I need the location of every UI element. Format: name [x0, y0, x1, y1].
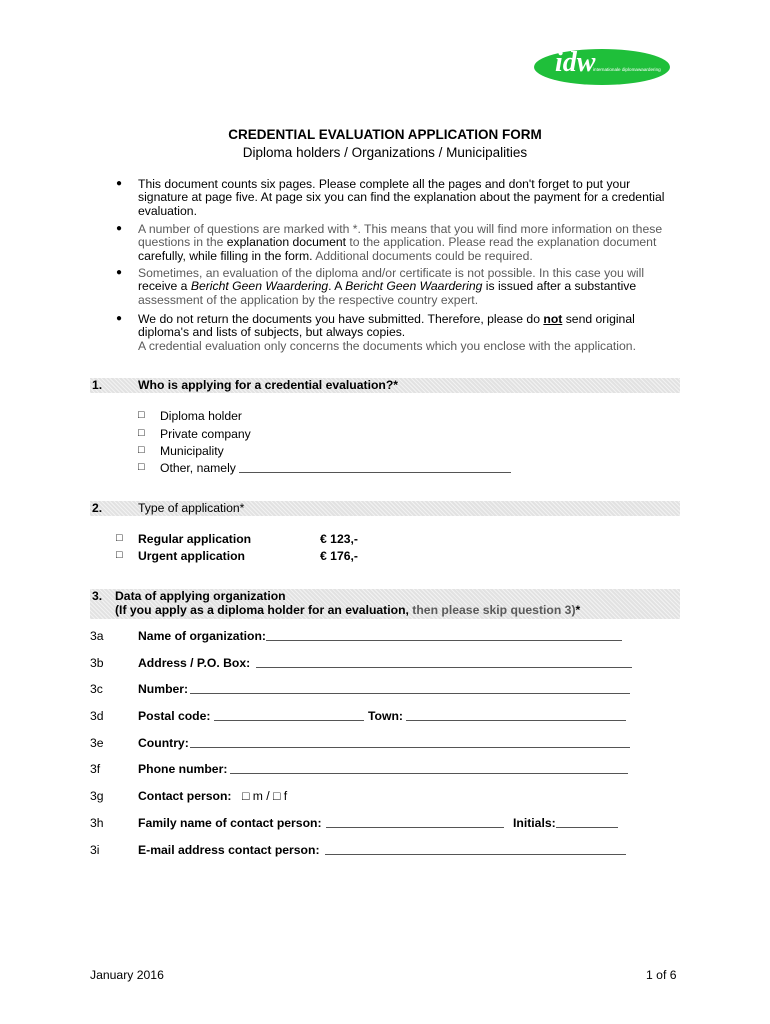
field-3e-label: Country:: [138, 736, 189, 750]
checkbox-private-company[interactable]: □: [138, 427, 145, 439]
option-private-company: Private company: [160, 427, 251, 441]
field-3d-number: 3d: [90, 709, 104, 723]
intro-bullet-3: Sometimes, an evaluation of the diploma and/or certificate is not possible. In this case you will receive a Bericht Geen Waardering. A Bericht Geen Waardering is issued after a substantive assessment of the application by the respective country expert.: [138, 266, 645, 307]
field-3i-number: 3i: [90, 843, 100, 857]
urgent-application-price: € 176,-: [320, 549, 358, 563]
urgent-application-label: Urgent application: [138, 549, 245, 563]
field-3h-label: Family name of contact person:: [138, 816, 322, 830]
number-input[interactable]: [190, 680, 630, 694]
other-namely-field[interactable]: [239, 459, 511, 473]
intro-bullet-2: A number of questions are marked with *. This means that you will find more information on these questions in the explanation document to the application. Please read the explanation document carefully, while filling in the form. Additional documents could be required.: [138, 222, 663, 263]
field-3f-number: 3f: [90, 762, 101, 776]
section-3-number: 3.: [92, 589, 103, 603]
field-3b-number: 3b: [90, 656, 104, 670]
bullet-icon: ●: [116, 267, 123, 278]
field-3d-label: Postal code:: [138, 709, 211, 723]
section-3-note: (If you apply as a diploma holder for an evaluation, then please skip question 3)*: [115, 603, 581, 617]
intro-bullet-1: This document counts six pages. Please complete all the pages and don't forget to put your signature at page five. At page six you can find the explanation about the payment for a credential evaluation.: [138, 177, 665, 218]
email-input[interactable]: [325, 841, 626, 855]
option-diploma-holder: Diploma holder: [160, 409, 242, 423]
field-3h-initials-label: Initials:: [513, 816, 556, 830]
field-3i-label: E-mail address contact person:: [138, 843, 320, 857]
field-3a-label: Name of organization:: [138, 629, 266, 643]
regular-application-price: € 123,-: [320, 532, 358, 546]
option-other: Other, namely: [160, 461, 236, 475]
section-3-title: Data of applying organization: [115, 589, 286, 603]
address-input[interactable]: [256, 654, 632, 668]
section-2-number: 2.: [92, 501, 103, 515]
logo-mark: idw: [555, 47, 596, 78]
checkbox-municipality[interactable]: □: [138, 444, 145, 456]
option-municipality: Municipality: [160, 444, 224, 458]
section-2-title: Type of application*: [138, 501, 245, 515]
field-3c-number: 3c: [90, 682, 103, 696]
bullet-icon: ●: [116, 313, 123, 324]
initials-input[interactable]: [556, 814, 618, 828]
family-name-input[interactable]: [326, 814, 504, 828]
checkbox-urgent[interactable]: □: [116, 549, 123, 561]
idw-logo: [533, 44, 671, 86]
field-3g-number: 3g: [90, 789, 104, 803]
postal-code-input[interactable]: [214, 707, 364, 721]
gender-checkboxes[interactable]: □ m / □ f: [242, 789, 288, 803]
logo-tagline: internationale diplomawaardering: [593, 67, 661, 72]
checkbox-diploma-holder[interactable]: □: [138, 409, 145, 421]
field-3h-number: 3h: [90, 816, 104, 830]
field-3a-number: 3a: [90, 629, 104, 643]
field-3c-label: Number:: [138, 682, 189, 696]
intro-bullet-4: We do not return the documents you have submitted. Therefore, please do not send original diploma's and lists of subjects, but always copies. A credential evaluation only concerns the documents which you enclose with the application.: [138, 312, 636, 353]
town-input[interactable]: [406, 707, 626, 721]
field-3b-label: Address / P.O. Box:: [138, 656, 251, 670]
section-1-title: Who is applying for a credential evaluation?*: [138, 378, 399, 392]
bullet-icon: ●: [116, 223, 123, 234]
regular-application-label: Regular application: [138, 532, 252, 546]
footer-page-number: 1 of 6: [646, 968, 677, 982]
section-1-number: 1.: [92, 378, 103, 392]
footer-date: January 2016: [90, 968, 164, 982]
checkbox-other[interactable]: □: [138, 461, 145, 473]
field-3g-label: Contact person:: [138, 789, 232, 803]
organization-name-input[interactable]: [266, 627, 622, 641]
checkbox-regular[interactable]: □: [116, 532, 123, 544]
bullet-icon: ●: [116, 178, 123, 189]
field-3f-label: Phone number:: [138, 762, 228, 776]
country-input[interactable]: [190, 734, 630, 748]
form-title: CREDENTIAL EVALUATION APPLICATION FORM: [228, 127, 542, 142]
form-subtitle: Diploma holders / Organizations / Municipalities: [242, 145, 528, 160]
field-3e-number: 3e: [90, 736, 104, 750]
field-3d-town-label: Town:: [368, 709, 403, 723]
phone-number-input[interactable]: [230, 760, 628, 774]
